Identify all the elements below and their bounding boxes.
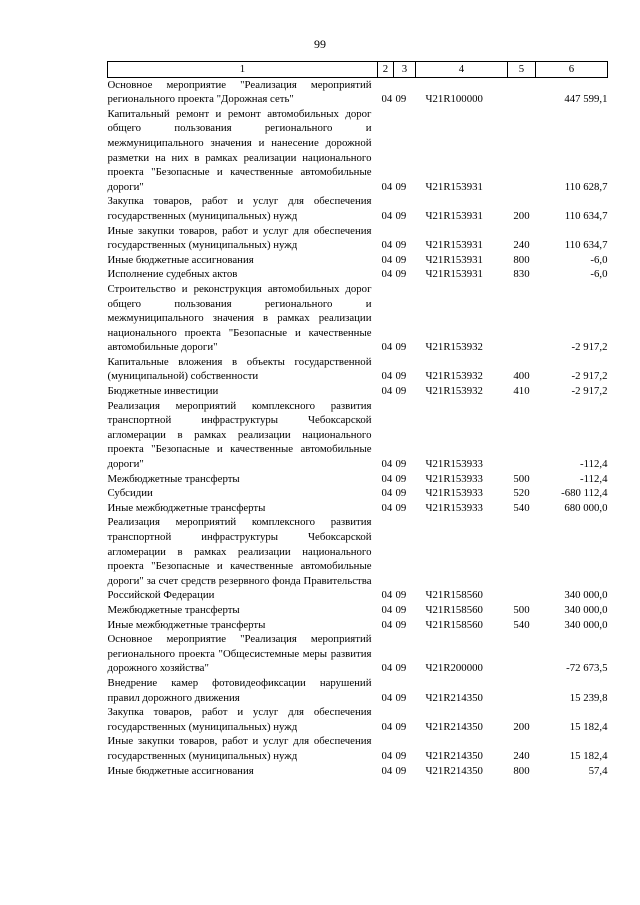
row-name: Иные закупки товаров, работ и услуг для обеспечения государственных (муниципальных) нужд — [107, 224, 372, 252]
row-subsection: 09 — [395, 458, 407, 471]
row-name: Межбюджетные трансферты — [107, 603, 240, 616]
row-subsection: 09 — [395, 341, 407, 354]
row-expense-type: 830 — [513, 268, 530, 281]
row-expense-type: 200 — [513, 720, 530, 733]
row-expense-type: 800 — [513, 253, 530, 266]
row-section: 04 — [381, 93, 393, 106]
header-row — [108, 62, 608, 78]
row-section: 04 — [381, 662, 393, 675]
row-section: 04 — [381, 268, 393, 281]
row-target-article: Ч21R214350 — [425, 691, 483, 704]
row-section: 04 — [381, 239, 393, 252]
row-subsection: 09 — [395, 603, 407, 616]
row-expense-type: 200 — [513, 209, 530, 222]
header-col-5: 5 — [508, 62, 536, 78]
row-amount: 57,4 — [588, 764, 608, 777]
row-section: 04 — [381, 764, 393, 777]
row-name: Иные бюджетные ассигнования — [107, 253, 254, 266]
table-row — [108, 77, 608, 107]
table-row — [108, 472, 608, 487]
row-expense-type — [508, 632, 536, 676]
table-row — [108, 399, 608, 472]
row-name: Бюджетные инвестиции — [107, 385, 219, 398]
table-row — [108, 764, 608, 779]
row-amount: 340 000,0 — [564, 603, 608, 616]
table-row — [108, 282, 608, 355]
row-target-article: Ч21R153931 — [425, 268, 483, 281]
row-subsection: 09 — [395, 268, 407, 281]
row-amount: 15 182,4 — [569, 749, 608, 762]
table-row — [108, 676, 608, 705]
row-amount: 680 000,0 — [564, 501, 608, 514]
row-subsection: 09 — [395, 589, 407, 602]
row-section: 04 — [381, 209, 393, 222]
table-row — [108, 705, 608, 734]
row-name: Иные бюджетные ассигнования — [107, 764, 254, 777]
row-target-article: Ч21R153931 — [425, 253, 483, 266]
row-target-article: Ч21R153931 — [425, 209, 483, 222]
row-name: Субсидии — [107, 487, 153, 500]
row-section: 04 — [381, 385, 393, 398]
header-col-6: 6 — [536, 62, 608, 78]
row-subsection: 09 — [395, 209, 407, 222]
row-name: Капитальные вложения в объекты государственной (муниципальной) собственности — [107, 355, 372, 383]
table-body — [108, 77, 608, 778]
row-target-article: Ч21R153932 — [425, 370, 483, 383]
row-expense-type — [508, 107, 536, 195]
row-section: 04 — [381, 589, 393, 602]
row-name: Основное мероприятие "Реализация мероприятий регионального проекта "Дорожная сеть" — [107, 78, 372, 106]
table-row — [108, 355, 608, 384]
row-expense-type: 400 — [513, 370, 530, 383]
row-expense-type: 240 — [513, 239, 530, 252]
row-subsection: 09 — [395, 370, 407, 383]
row-subsection: 09 — [395, 385, 407, 398]
row-expense-type — [508, 399, 536, 472]
row-subsection: 09 — [395, 253, 407, 266]
row-section: 04 — [381, 487, 393, 500]
row-section: 04 — [381, 180, 393, 193]
row-amount: 110 634,7 — [564, 239, 608, 252]
row-amount: -2 917,2 — [571, 370, 608, 383]
row-subsection: 09 — [395, 472, 407, 485]
row-name: Реализация мероприятий комплексного развития транспортной инфраструктуры Чебоксарской агломерации в рамках реализации национального проекта "Безопасные и качественные автомобильные дороги" — [107, 399, 372, 471]
row-subsection: 09 — [395, 93, 407, 106]
table-row — [108, 618, 608, 633]
row-section: 04 — [381, 618, 393, 631]
table-row — [108, 734, 608, 763]
row-subsection: 09 — [395, 662, 407, 675]
row-name: Межбюджетные трансферты — [107, 472, 240, 485]
row-name: Исполнение судебных актов — [107, 268, 238, 281]
row-expense-type: 240 — [513, 749, 530, 762]
row-section: 04 — [381, 603, 393, 616]
table-row — [108, 384, 608, 399]
row-expense-type: 410 — [513, 385, 530, 398]
row-amount: 15 182,4 — [569, 720, 608, 733]
row-target-article: Ч21R153931 — [425, 239, 483, 252]
row-name: Реализация мероприятий комплексного развития транспортной инфраструктуры Чебоксарской агломерации в рамках реализации национального проекта "Безопасные и качественные автомобильные дороги" за счет средств резервного фонда Правительства Российской Федерации — [107, 516, 372, 602]
table-row — [108, 107, 608, 195]
row-target-article: Ч21R214350 — [425, 749, 483, 762]
row-amount: 340 000,0 — [564, 589, 608, 602]
row-target-article: Ч21R158560 — [425, 618, 483, 631]
row-expense-type — [508, 282, 536, 355]
table-row — [108, 501, 608, 516]
row-amount: -6,0 — [590, 253, 608, 266]
row-expense-type — [508, 676, 536, 705]
table-row — [108, 603, 608, 618]
row-amount: -680 112,4 — [561, 487, 608, 500]
row-expense-type: 500 — [513, 603, 530, 616]
row-section: 04 — [381, 472, 393, 485]
row-target-article: Ч21R153933 — [425, 472, 483, 485]
header-col-4: 4 — [416, 62, 508, 78]
row-target-article: Ч21R200000 — [425, 662, 483, 675]
row-target-article: Ч21R153933 — [425, 501, 483, 514]
row-subsection: 09 — [395, 487, 407, 500]
row-amount: -112,4 — [580, 472, 608, 485]
row-name: Капитальный ремонт и ремонт автомобильных дорог общего пользования регионального и межмуниципального значения и нанесение дорожной разметки на них в рамках реализации национального проекта "Безопасные и качественные автомобильные дороги" — [107, 107, 372, 193]
row-expense-type: 520 — [513, 487, 530, 500]
row-name: Внедрение камер фотовидеофиксации нарушений правил дорожного движения — [107, 676, 372, 704]
table-row — [108, 515, 608, 603]
row-target-article: Ч21R153931 — [425, 180, 483, 193]
row-amount: -6,0 — [590, 268, 608, 281]
header-col-3: 3 — [394, 62, 416, 78]
row-amount: 110 628,7 — [564, 180, 608, 193]
row-target-article: Ч21R153932 — [425, 385, 483, 398]
row-amount: -112,4 — [580, 458, 608, 471]
row-name: Основное мероприятие "Реализация мероприятий регионального проекта "Общесистемные меры развития дорожного хозяйства" — [107, 633, 372, 675]
row-name: Закупка товаров, работ и услуг для обеспечения государственных (муниципальных) нужд — [107, 706, 372, 733]
table-row — [108, 632, 608, 676]
row-expense-type: 540 — [513, 618, 530, 631]
row-target-article: Ч21R158560 — [425, 589, 483, 602]
row-section: 04 — [381, 341, 393, 354]
row-subsection: 09 — [395, 501, 407, 514]
row-target-article: Ч21R100000 — [425, 93, 483, 106]
row-target-article: Ч21R214350 — [425, 720, 483, 733]
row-amount: 15 239,8 — [569, 691, 608, 704]
row-expense-type: 800 — [513, 764, 530, 777]
row-subsection: 09 — [395, 720, 407, 733]
row-subsection: 09 — [395, 749, 407, 762]
row-expense-type: 540 — [513, 501, 530, 514]
header-col-1: 1 — [108, 62, 378, 78]
row-subsection: 09 — [395, 180, 407, 193]
row-amount: -72 673,5 — [566, 662, 608, 675]
table-row — [108, 194, 608, 223]
row-section: 04 — [381, 370, 393, 383]
table-row — [108, 486, 608, 501]
table-row — [108, 267, 608, 282]
table-row — [108, 253, 608, 268]
row-amount: 110 634,7 — [564, 209, 608, 222]
page-number: 99 — [314, 37, 326, 51]
row-subsection: 09 — [395, 239, 407, 252]
row-name: Закупка товаров, работ и услуг для обеспечения государственных (муниципальных) нужд — [107, 195, 372, 222]
row-target-article: Ч21R153932 — [425, 341, 483, 354]
row-expense-type: 500 — [513, 472, 530, 485]
row-expense-type — [508, 515, 536, 603]
row-name: Иные межбюджетные трансферты — [107, 618, 266, 631]
row-expense-type — [508, 77, 536, 107]
row-name: Иные межбюджетные трансферты — [107, 501, 266, 514]
row-section: 04 — [381, 458, 393, 471]
table-row — [108, 224, 608, 253]
row-name: Иные закупки товаров, работ и услуг для обеспечения государственных (муниципальных) нужд — [107, 735, 372, 762]
row-section: 04 — [381, 253, 393, 266]
row-subsection: 09 — [395, 618, 407, 631]
row-target-article: Ч21R153933 — [425, 487, 483, 500]
row-name: Строительство и реконструкция автомобильных дорог общего пользования регионального и межмуниципального значения в рамках реализации национального проекта "Безопасные и качественные автомобильные дороги" — [107, 282, 372, 354]
row-section: 04 — [381, 749, 393, 762]
row-target-article: Ч21R158560 — [425, 603, 483, 616]
row-subsection: 09 — [395, 764, 407, 777]
row-section: 04 — [381, 501, 393, 514]
row-target-article: Ч21R214350 — [425, 764, 483, 777]
row-subsection: 09 — [395, 691, 407, 704]
row-amount: -2 917,2 — [571, 341, 608, 354]
row-amount: 340 000,0 — [564, 618, 608, 631]
row-section: 04 — [381, 691, 393, 704]
row-target-article: Ч21R153933 — [425, 458, 483, 471]
row-amount: 447 599,1 — [564, 93, 608, 106]
header-col-2: 2 — [378, 62, 394, 78]
budget-table — [107, 61, 608, 778]
row-section: 04 — [381, 720, 393, 733]
row-amount: -2 917,2 — [571, 385, 608, 398]
